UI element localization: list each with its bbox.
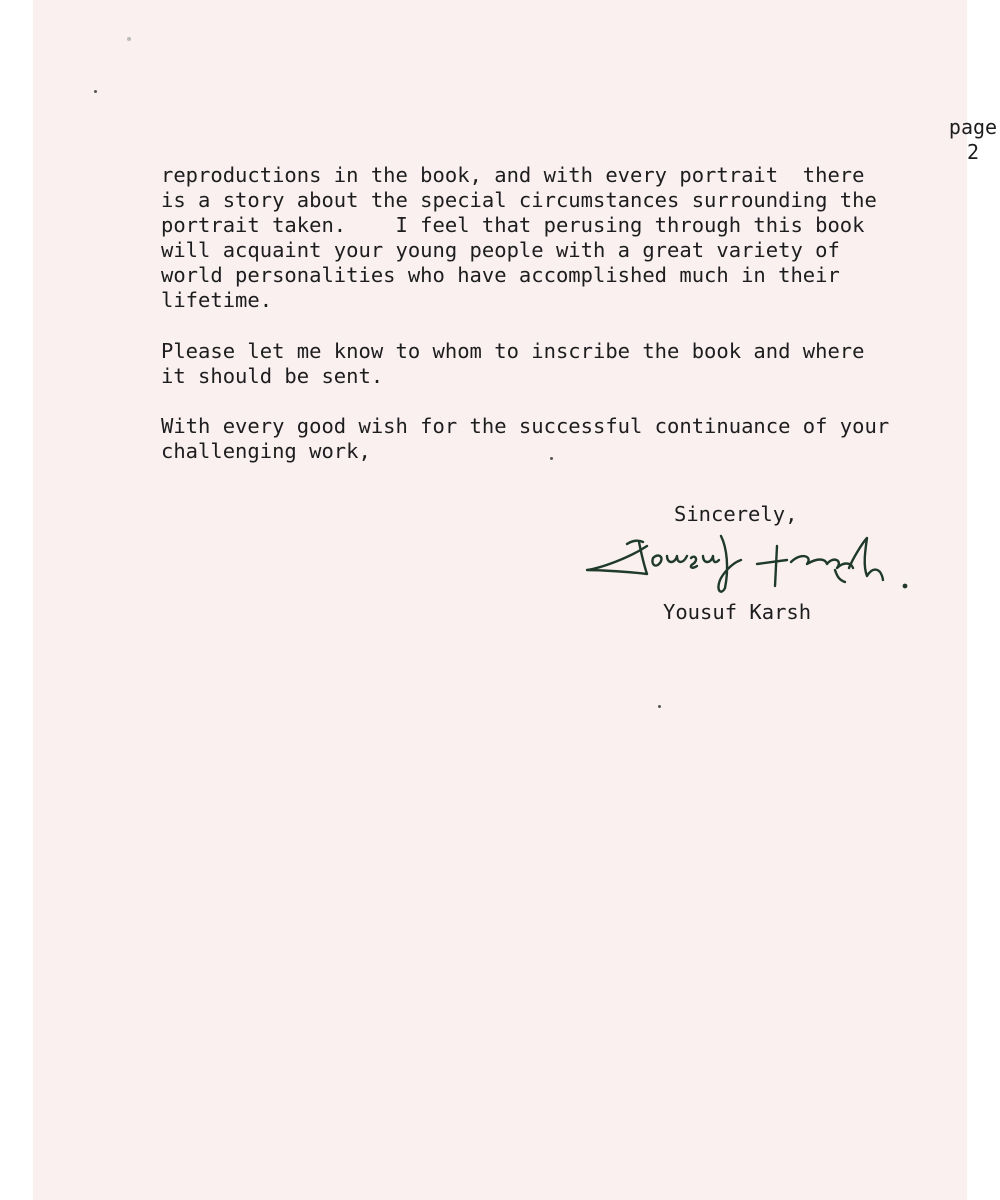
- body-paragraph-1: reproductions in the book, and with every portrait there is a story about the special circumstances surrounding the portrait taken. I feel that perusing through this book will acquaint your young people with a great variety of world personalities who have accomplished much in their lifetime.: [161, 163, 877, 312]
- paper-speck: [658, 705, 661, 708]
- page-number: 2: [966, 140, 980, 164]
- paper-speck: [127, 37, 131, 41]
- paper-speck: [94, 90, 97, 93]
- body-paragraph-2: Please let me know to whom to inscribe the book and where it should be sent.: [161, 339, 865, 388]
- page-number-label: [947, 115, 999, 165]
- handwritten-signature: [581, 528, 921, 598]
- body-paragraph-3: With every good wish for the successful continuance of your challenging work,: [161, 414, 890, 463]
- page-word: page: [948, 115, 998, 139]
- letter-page: [33, 0, 998, 1200]
- closing-salutation: Sincerely,: [674, 502, 798, 526]
- paper-speck: [550, 457, 553, 460]
- signer-name: Yousuf Karsh: [663, 600, 812, 624]
